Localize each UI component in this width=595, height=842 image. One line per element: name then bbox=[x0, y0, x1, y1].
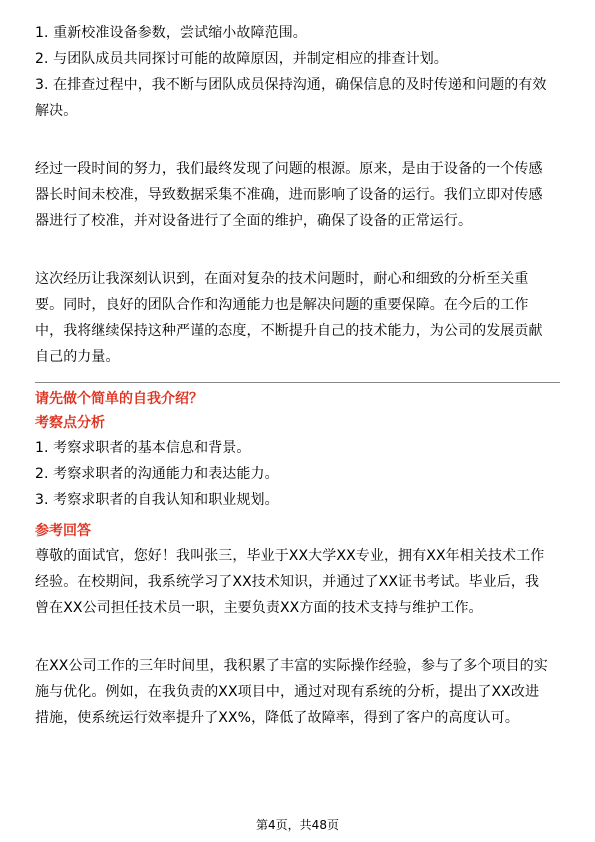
paragraph-line: 中，我将继续保持这种严谨的态度，不断提升自己的技术能力，为公司的发展贡献 bbox=[35, 323, 543, 339]
intro-list bbox=[35, 20, 560, 124]
section-divider bbox=[35, 382, 560, 383]
paragraph-line: 在XX公司工作的三年时间里，我积累了丰富的实际操作经验，参与了多个项目的实 bbox=[35, 658, 548, 674]
paragraph-reflection bbox=[35, 266, 560, 370]
list-item: 2. 考察求职者的沟通能力和表达能力。 bbox=[35, 466, 279, 482]
paragraph-line: 自己的力量。 bbox=[35, 349, 120, 365]
paragraph-line: 曾在XX公司担任技术员一职，主要负责XX方面的技术支持与维护工作。 bbox=[35, 600, 483, 616]
analysis-list bbox=[35, 435, 560, 513]
paragraph-line: 这次经历让我深刻认识到，在面对复杂的技术问题时，耐心和细致的分析至关重 bbox=[35, 271, 529, 287]
analysis-heading: 考察点分析 bbox=[35, 415, 105, 431]
list-item: 2. 与团队成员共同探讨可能的故障原因，并制定相应的排查计划。 bbox=[35, 51, 448, 67]
paragraph-line: 经验。在校期间，我系统学习了XX技术知识，并通过了XX证书考试。毕业后，我 bbox=[35, 574, 540, 590]
answer-paragraph-1 bbox=[35, 543, 560, 621]
paragraph-line: 器长时间未校准，导致数据采集不准确，进而影响了设备的运行。我们立即对传感 bbox=[35, 187, 543, 203]
paragraph-line: 施与优化。例如，在我负责的XX项目中，通过对现有系统的分析，提出了XX改进 bbox=[35, 684, 540, 700]
paragraph-line: 措施，使系统运行效率提升了XX%，降低了故障率，得到了客户的高度认可。 bbox=[35, 710, 519, 726]
answer-heading: 参考回答 bbox=[35, 523, 91, 539]
list-item: 3. 在排查过程中，我不断与团队成员保持沟通，确保信息的及时传递和问题的有效 bbox=[35, 77, 547, 93]
question-heading: 请先做个简单的自我介绍？ bbox=[35, 391, 203, 407]
paragraph-line: 尊敬的面试官，您好！我叫张三，毕业于XX大学XX专业，拥有XX年相关技术工作 bbox=[35, 548, 545, 564]
paragraph-line: 要。同时，良好的团队合作和沟通能力也是解决问题的重要保障。在今后的工作 bbox=[35, 297, 529, 313]
page-number: 第4页，共48页 bbox=[256, 818, 339, 832]
paragraph-root-cause bbox=[35, 156, 560, 234]
document-page bbox=[35, 0, 560, 731]
list-item: 1. 重新校准设备参数，尝试缩小故障范围。 bbox=[35, 25, 307, 41]
paragraph-line: 器进行了校准，并对设备进行了全面的维护，确保了设备的正常运行。 bbox=[35, 213, 473, 229]
paragraph-line: 经过一段时间的努力，我们最终发现了问题的根源。原来，是由于设备的一个传感 bbox=[35, 161, 543, 177]
list-item: 3. 考察求职者的自我认知和职业规划。 bbox=[35, 492, 279, 508]
list-item: 1. 考察求职者的基本信息和背景。 bbox=[35, 440, 251, 456]
answer-paragraph-2 bbox=[35, 653, 560, 731]
list-item-continuation: 解决。 bbox=[35, 103, 78, 119]
